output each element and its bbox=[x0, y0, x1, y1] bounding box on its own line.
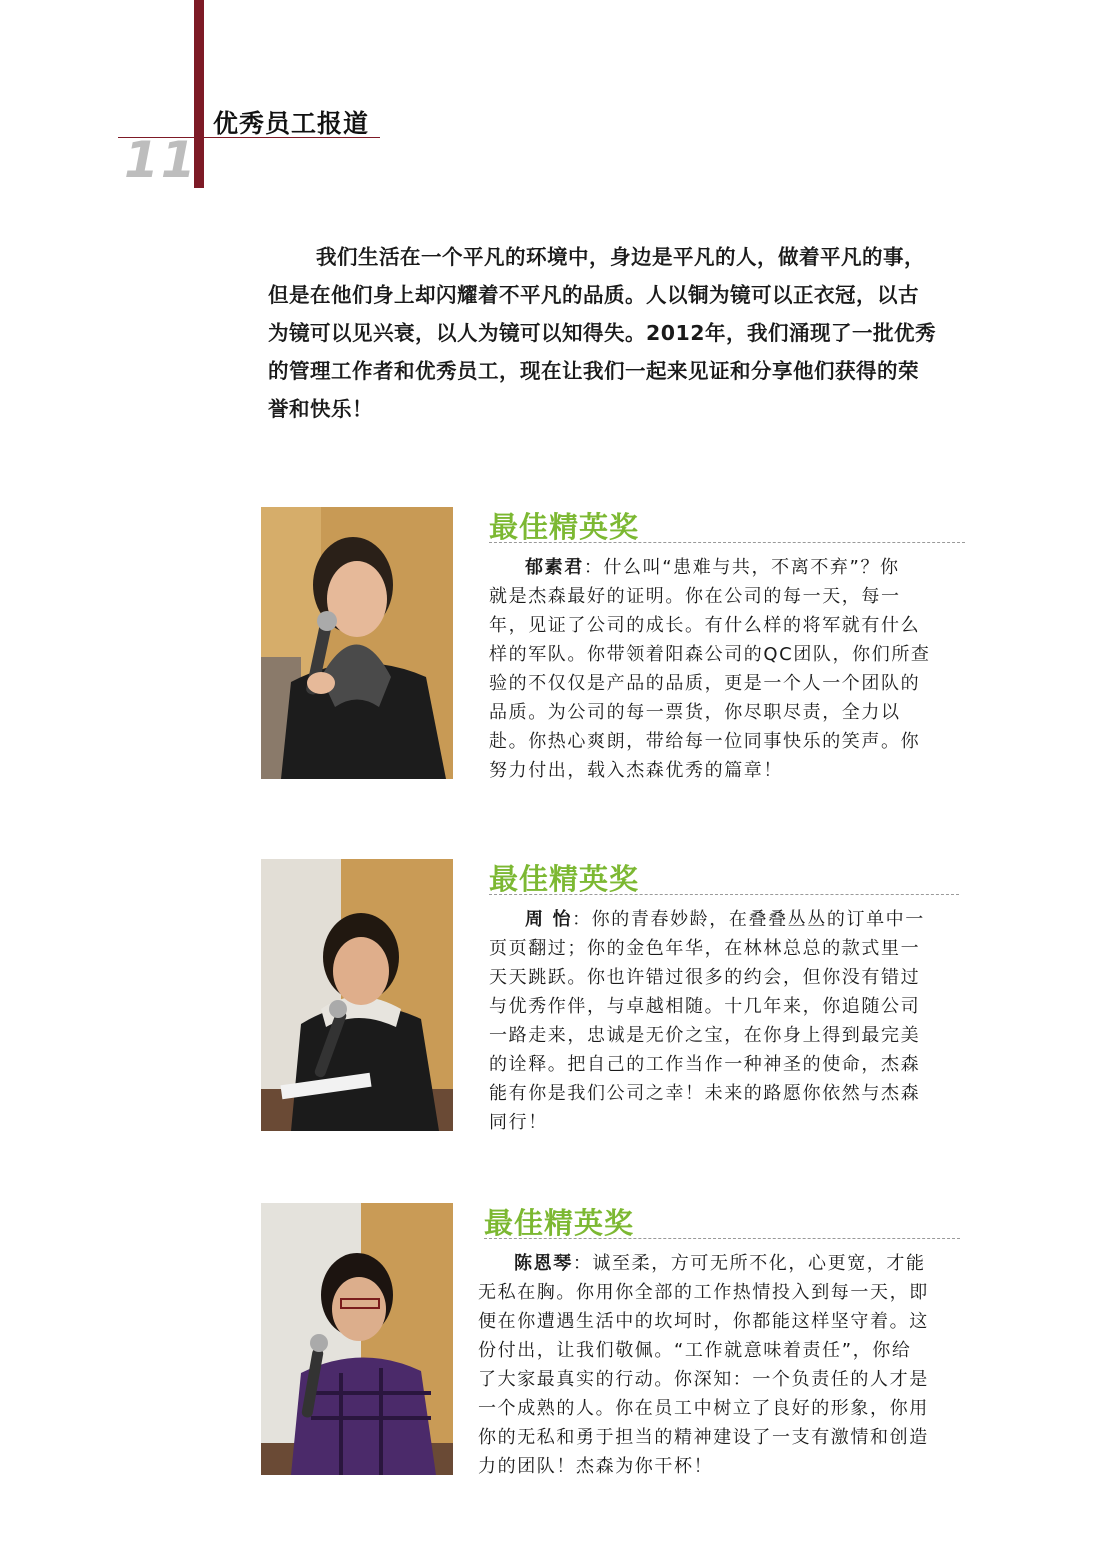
award-name-3: 陈恩琴 bbox=[514, 1253, 573, 1274]
award-title-3: 最佳精英奖 bbox=[484, 1206, 635, 1240]
award-photo-1 bbox=[261, 507, 453, 779]
award-text-1: 郁素君：什么叫“患难与共，不离不弃”？你 就是杰森最好的证明。你在公司的每一天，每一 年，见证了公司的成长。有什么样的将军就有什么 样的军队。你带领着阳森公司的QC团队，你们所查 验的不仅仅是产品的品质，更是一个人一个团队的 品质。为公司的每一票货，你尽职尽责，全力以 赴。你热心爽朗，带给每一位同事快乐的笑声。你 努力付出，载入杰森优秀的篇章！ bbox=[489, 557, 931, 781]
award-title-1: 最佳精英奖 bbox=[489, 510, 640, 544]
award-rule-1 bbox=[489, 542, 965, 543]
intro-line: 为镜可以见兴衰，以人为镜可以知得失。2012年，我们涌现了一批优秀 bbox=[268, 321, 937, 345]
award-name-2: 周 怡 bbox=[525, 909, 573, 930]
page-number: 11 bbox=[124, 131, 198, 189]
award-text-3: 陈恩琴：诚至柔，方可无所不化，心更宽，才能 无私在胸。你用你全部的工作热情投入到每一天，即 便在你遭遇生活中的坎坷时，你都能这样坚守着。这 份付出，让我们敬佩。“工作就意味着责任”，你给 了大家最真实的行动。你深知：一个负责任的人才是 一个成熟的人。你在员工中树立了良好的形象，你用 你的无私和勇于担当的精神建设了一支有激情和创造 力的团队！杰森为你干杯！ bbox=[478, 1253, 929, 1477]
intro-line: 我们生活在一个平凡的环境中，身边是平凡的人，做着平凡的事， bbox=[316, 245, 925, 269]
intro-line: 的管理工作者和优秀员工，现在让我们一起来见证和分享他们获得的荣 bbox=[268, 359, 919, 383]
award-rule-2 bbox=[489, 894, 959, 895]
section-title: 优秀员工报道 bbox=[213, 109, 370, 138]
award-rule-3 bbox=[484, 1238, 960, 1239]
award-name-1: 郁素君 bbox=[525, 557, 584, 578]
award-text-2: 周 怡：你的青春妙龄，在叠叠丛丛的订单中一 页页翻过；你的金色年华，在林林总总的款式里一 天天跳跃。你也许错过很多的约会，但你没有错过 与优秀作伴，与卓越相随。十几年来，你追随公司 一路走来，忠诚是无价之宝，在你身上得到最完美 的诠释。把自己的工作当作一种神圣的使命，杰森 能有你是我们公司之幸！未来的路愿你依然与杰森 同行！ bbox=[489, 909, 925, 1133]
intro-paragraph bbox=[268, 238, 998, 428]
award-photo-3 bbox=[261, 1203, 453, 1475]
intro-line: 但是在他们身上却闪耀着不平凡的品质。人以铜为镜可以正衣冠，以古 bbox=[268, 283, 919, 307]
intro-line: 誉和快乐！ bbox=[268, 397, 373, 421]
award-title-2: 最佳精英奖 bbox=[489, 862, 640, 896]
award-photo-2 bbox=[261, 859, 453, 1131]
